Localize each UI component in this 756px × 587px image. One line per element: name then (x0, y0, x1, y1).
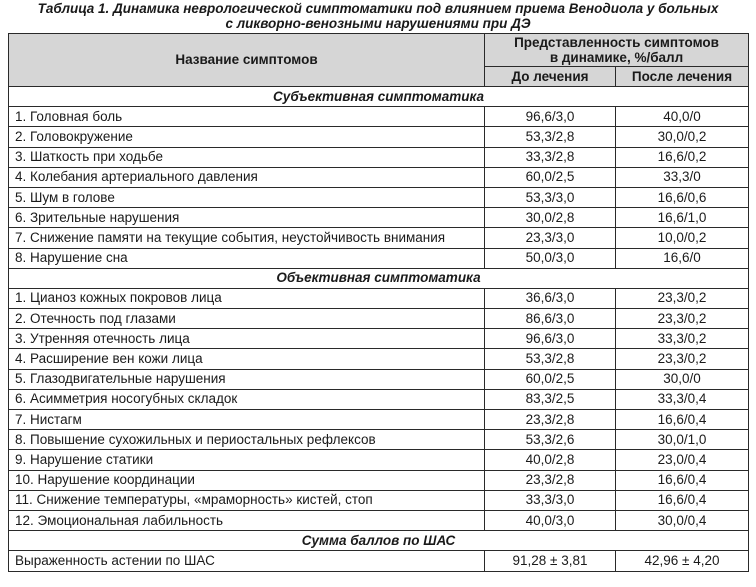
symptom-name-cell: 1. Головная боль (9, 107, 485, 127)
before-value-cell: 23,3/2,8 (485, 470, 616, 490)
after-value-cell: 16,6/0,4 (616, 470, 749, 490)
table-caption (0, 0, 756, 33)
table-row (9, 510, 749, 530)
table-row (9, 369, 749, 389)
symptom-name-cell: 5. Глазодвигательные нарушения (9, 369, 485, 389)
caption-line-1: Таблица 1. Динамика неврологической симптоматики под влиянием приема Венодиола у больных (37, 1, 719, 16)
before-value-cell: 53,3/3,0 (485, 187, 616, 207)
before-value-cell: 53,3/2,8 (485, 127, 616, 147)
symptom-name-cell: 3. Шаткость при ходьбе (9, 147, 485, 167)
table-row (9, 127, 749, 147)
after-treatment-header: После лечения (616, 67, 749, 87)
before-value-cell: 86,6/3,0 (485, 309, 616, 329)
after-value-cell: 42,96 ± 4,20 (616, 551, 749, 571)
table-row (9, 410, 749, 430)
symptom-column-header: Название симптомов (9, 34, 485, 87)
after-value-cell: 30,0/1,0 (616, 430, 749, 450)
after-value-cell: 16,6/1,0 (616, 208, 749, 228)
group-header-line-2: в динамике, %/балл (549, 50, 684, 65)
symptom-name-cell: 6. Зрительные нарушения (9, 208, 485, 228)
table-body (9, 87, 749, 572)
after-value-cell: 33,3/0,4 (616, 389, 749, 409)
after-value-cell: 40,0/0 (616, 107, 749, 127)
after-value-cell: 10,0/0,2 (616, 228, 749, 248)
table-row (9, 430, 749, 450)
after-value-cell: 30,0/0 (616, 369, 749, 389)
symptom-name-cell: 10. Нарушение координации (9, 470, 485, 490)
table-row (9, 349, 749, 369)
caption-line-2: с ликворно-венозными нарушениями при ДЭ (225, 16, 531, 31)
table-row (9, 551, 749, 571)
symptom-name-cell: 8. Нарушение сна (9, 248, 485, 268)
symptom-name-cell: 11. Снижение температуры, «мраморность» кистей, стоп (9, 490, 485, 510)
after-value-cell: 16,6/0,6 (616, 187, 749, 207)
table-row (9, 450, 749, 470)
after-value-cell: 23,3/0,2 (616, 309, 749, 329)
group-header-line-1: Представленность симптомов (514, 35, 719, 50)
symptom-name-cell: 12. Эмоциональная лабильность (9, 510, 485, 530)
after-value-cell: 16,6/0,2 (616, 147, 749, 167)
table-row (9, 248, 749, 268)
section-title: Субъективная симптоматика (9, 87, 749, 107)
symptom-name-cell: 8. Повышение сухожильных и периостальных рефлексов (9, 430, 485, 450)
table-row (9, 490, 749, 510)
table-row (9, 389, 749, 409)
symptoms-table (8, 33, 749, 572)
before-treatment-header: До лечения (485, 67, 616, 87)
before-value-cell: 96,6/3,0 (485, 107, 616, 127)
table-row (9, 288, 749, 308)
symptom-name-cell: 7. Нистагм (9, 410, 485, 430)
after-value-cell: 23,3/0,2 (616, 288, 749, 308)
before-value-cell: 30,0/2,8 (485, 208, 616, 228)
dynamics-group-header (485, 34, 749, 67)
symptom-name-cell: 3. Утренняя отечность лица (9, 329, 485, 349)
section-title: Объективная симптоматика (9, 268, 749, 288)
symptom-name-cell: 5. Шум в голове (9, 187, 485, 207)
table-row (9, 147, 749, 167)
symptom-name-cell: 4. Колебания артериального давления (9, 167, 485, 187)
header-row (9, 34, 749, 67)
after-value-cell: 30,0/0,2 (616, 127, 749, 147)
before-value-cell: 96,6/3,0 (485, 329, 616, 349)
before-value-cell: 53,3/2,8 (485, 349, 616, 369)
table-row (9, 470, 749, 490)
symptom-name-cell: 6. Асимметрия носогубных складок (9, 389, 485, 409)
symptom-name-cell: Выраженность астении по ШАС (9, 551, 485, 571)
before-value-cell: 33,3/3,0 (485, 490, 616, 510)
symptom-name-cell: 7. Снижение памяти на текущие события, неустойчивость внимания (9, 228, 485, 248)
table-row (9, 208, 749, 228)
symptom-name-cell: 9. Нарушение статики (9, 450, 485, 470)
section-row (9, 268, 749, 288)
before-value-cell: 83,3/2,5 (485, 389, 616, 409)
after-value-cell: 30,0/0,4 (616, 510, 749, 530)
after-value-cell: 33,3/0 (616, 167, 749, 187)
symptom-name-cell: 2. Головокружение (9, 127, 485, 147)
symptom-name-cell: 2. Отечность под глазами (9, 309, 485, 329)
before-value-cell: 23,3/2,8 (485, 410, 616, 430)
table-row (9, 228, 749, 248)
before-value-cell: 36,6/3,0 (485, 288, 616, 308)
before-value-cell: 53,3/2,6 (485, 430, 616, 450)
table-row (9, 309, 749, 329)
before-value-cell: 23,3/3,0 (485, 228, 616, 248)
before-value-cell: 91,28 ± 3,81 (485, 551, 616, 571)
before-value-cell: 60,0/2,5 (485, 167, 616, 187)
section-row (9, 531, 749, 551)
section-row (9, 87, 749, 107)
after-value-cell: 23,3/0,2 (616, 349, 749, 369)
symptom-name-cell: 4. Расширение вен кожи лица (9, 349, 485, 369)
section-title: Сумма баллов по ШАС (9, 531, 749, 551)
after-value-cell: 16,6/0,4 (616, 490, 749, 510)
before-value-cell: 60,0/2,5 (485, 369, 616, 389)
table-row (9, 329, 749, 349)
after-value-cell: 16,6/0 (616, 248, 749, 268)
before-value-cell: 50,0/3,0 (485, 248, 616, 268)
before-value-cell: 40,0/2,8 (485, 450, 616, 470)
symptom-name-cell: 1. Цианоз кожных покровов лица (9, 288, 485, 308)
after-value-cell: 23,0/0,4 (616, 450, 749, 470)
after-value-cell: 33,3/0,2 (616, 329, 749, 349)
before-value-cell: 40,0/3,0 (485, 510, 616, 530)
table-row (9, 167, 749, 187)
table-row (9, 107, 749, 127)
before-value-cell: 33,3/2,8 (485, 147, 616, 167)
after-value-cell: 16,6/0,4 (616, 410, 749, 430)
table-row (9, 187, 749, 207)
